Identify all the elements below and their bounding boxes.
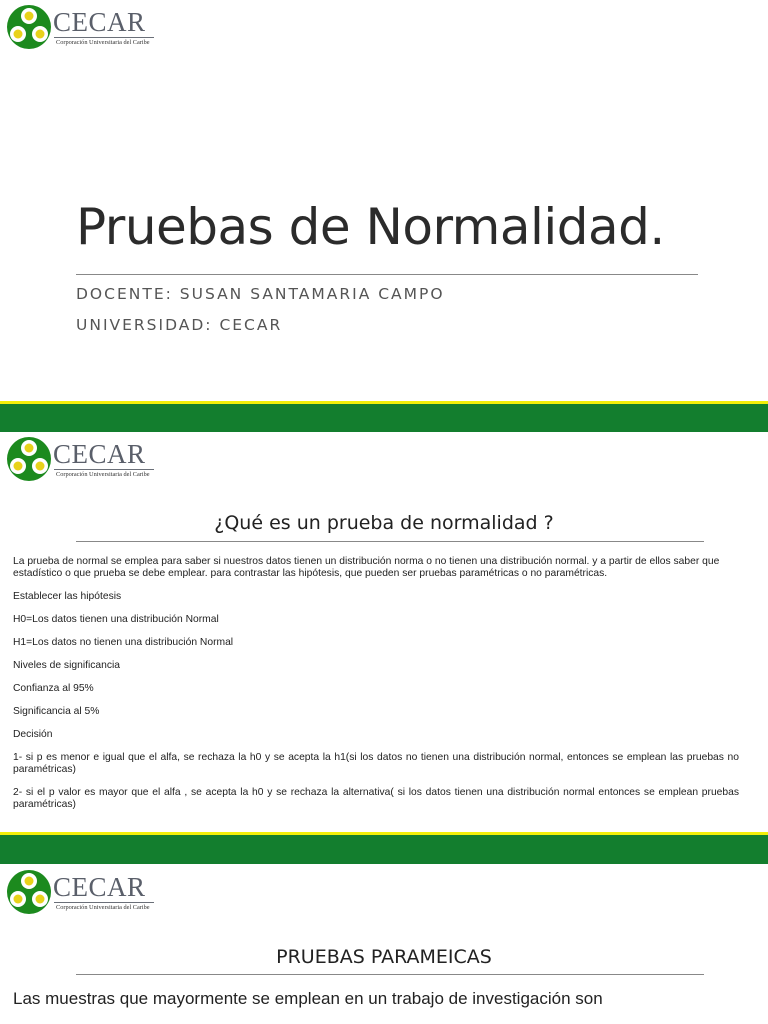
h0-line: H0=Los datos tienen una distribución Normal	[13, 614, 219, 625]
slide-divider-green	[0, 404, 768, 432]
logo-rule	[54, 902, 154, 903]
logo-subtitle: Corporación Universitaria del Caribe	[56, 39, 150, 46]
decision-rule-1: 1- si p es menor e igual que el alfa, se rechaza la h0 y se acepta la h1(si los datos no tienen una distribución normal, entonces se emplean las pruebas no paramétricas)	[13, 752, 739, 775]
logo-name: CECAR	[53, 872, 146, 902]
significance-line: Significancia al 5%	[13, 706, 100, 717]
cecar-logo	[6, 4, 156, 52]
slide3-body-text: Las muestras que mayormente se emplean en un trabajo de investigación son	[13, 989, 603, 1008]
cecar-logo	[6, 436, 156, 484]
cecar-logo	[6, 869, 156, 917]
slide2-heading: ¿Qué es un prueba de normalidad ?	[214, 512, 554, 534]
title-divider	[76, 274, 698, 275]
logo-name: CECAR	[53, 439, 146, 469]
slide-title	[0, 0, 768, 401]
presentation-title: Pruebas de Normalidad.	[76, 198, 665, 256]
cecar-logo-icon	[6, 436, 52, 482]
decision-heading: Decisión	[13, 729, 53, 740]
hypothesis-heading: Establecer las hipótesis	[13, 591, 122, 602]
h1-line: H1=Los datos no tienen una distribución Normal	[13, 637, 234, 648]
slide-normality-test	[0, 432, 768, 832]
intro-paragraph: La prueba de normal se emplea para saber si nuestros datos tienen un distribución norma o no tienen una distribución normal. y a partir de ellos saber que estadístico o que prueba se debe emplear. para contrastar las hipótesis, que pueden ser pruebas paramétricas o no paramétricas.	[13, 556, 720, 579]
logo-subtitle: Corporación Universitaria del Caribe	[56, 471, 150, 478]
slide3-heading: PRUEBAS PARAMEICAS	[276, 946, 492, 968]
significance-heading: Niveles de significancia	[13, 660, 121, 671]
slide2-heading-rule	[76, 541, 704, 542]
logo-subtitle: Corporación Universitaria del Caribe	[56, 904, 150, 911]
universidad-line: UNIVERSIDAD: CECAR	[76, 316, 283, 334]
slide3-heading-rule	[76, 974, 704, 975]
slide2-body	[13, 556, 739, 822]
cecar-logo-icon	[6, 869, 52, 915]
decision-rule-2: 2- si el p valor es mayor que el alfa , se acepta la h0 y se rechaza la alternativa( si los datos tienen una distribución normal entonces se emplean pruebas paramétricas)	[13, 787, 739, 810]
logo-name: CECAR	[53, 7, 146, 37]
cecar-logo-icon	[6, 4, 52, 50]
docente-line: DOCENTE: SUSAN SANTAMARIA CAMPO	[76, 285, 445, 303]
slide-parametric-tests	[0, 864, 768, 1024]
slide-divider-green	[0, 835, 768, 864]
confidence-line: Confianza al 95%	[13, 683, 94, 694]
logo-rule	[54, 469, 154, 470]
logo-rule	[54, 37, 154, 38]
